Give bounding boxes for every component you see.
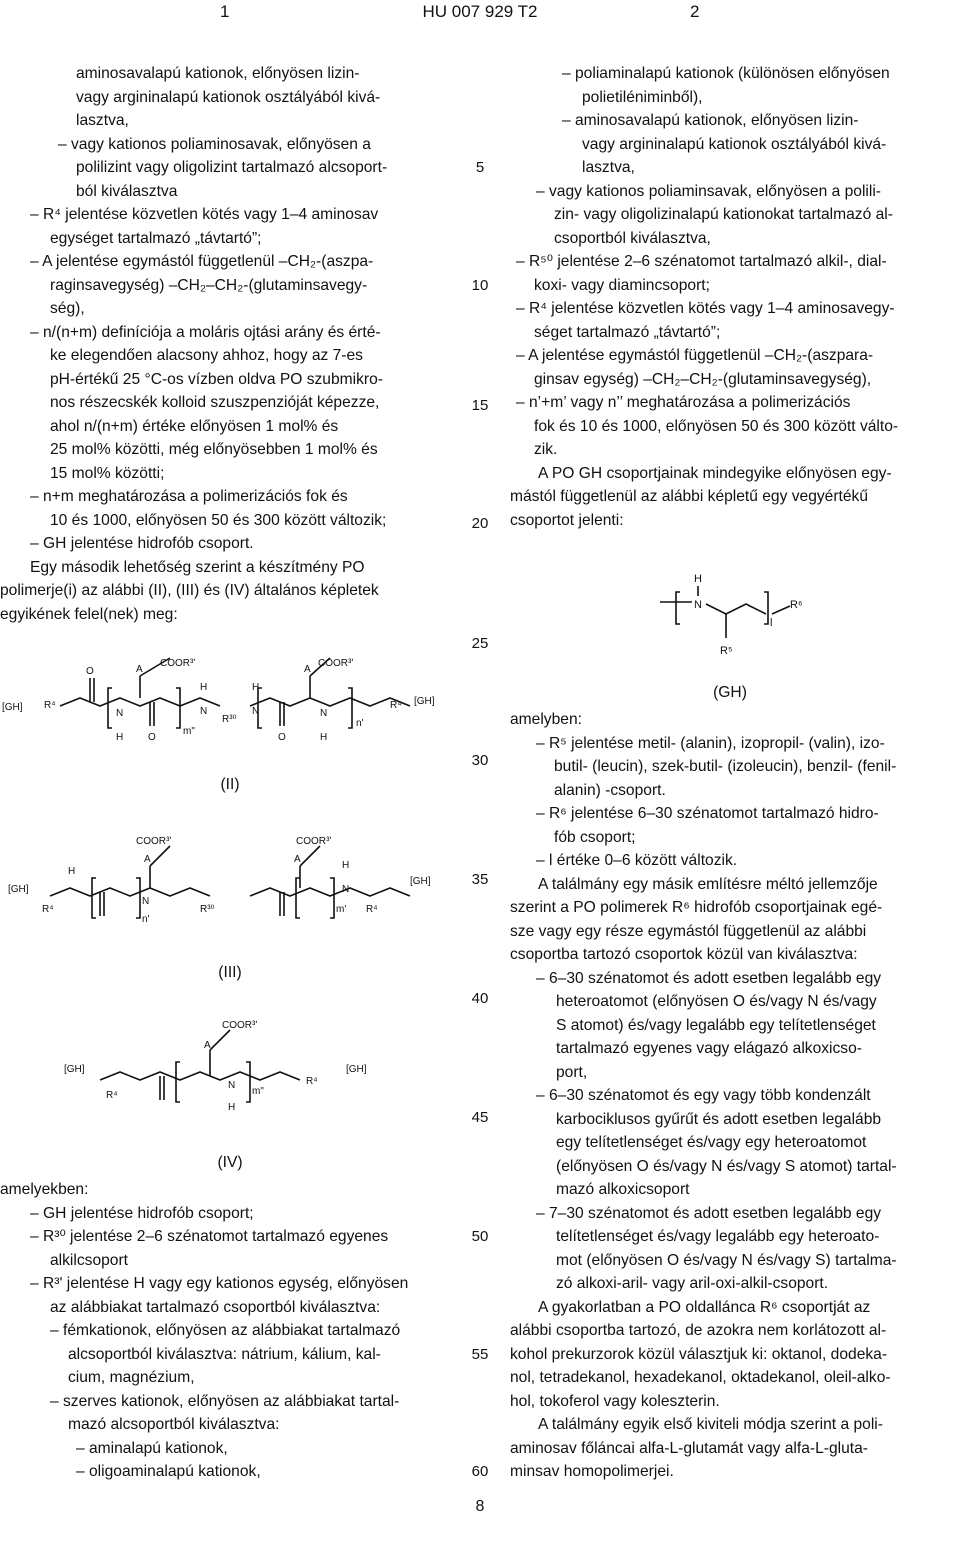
formula-iii-structure <box>0 826 460 936</box>
line-number: 25 <box>471 635 489 652</box>
line-number: 5 <box>475 159 485 176</box>
oxygen-label: O <box>278 732 286 743</box>
text-line: koxi- vagy diamincsoport; <box>534 276 710 294</box>
text-line: – poliaminalapú kationok (különösen előnyösen <box>562 65 890 82</box>
gh-structure <box>640 564 820 664</box>
text-line: alanin) -csoport. <box>554 781 666 799</box>
formula-ii-label: (II) <box>220 776 240 793</box>
text-line: 25 mol% közötti, még előnyösebben 1 mol% és <box>50 441 378 458</box>
text-line: – aminalapú kationok, <box>76 1439 228 1457</box>
text-line: fób csoport; <box>554 828 636 846</box>
a-label: A <box>294 854 301 865</box>
text-line: karbociklusos gyűrűt és adott esetben legalább <box>556 1110 882 1128</box>
r4-label: R⁴ <box>44 700 56 711</box>
right-column-definitions <box>510 708 960 1484</box>
a-label: A <box>144 854 151 865</box>
text-line: pH-értékű 25 °C-os vízben oldva PO szubmikro- <box>50 370 383 388</box>
text-line: 15 mol% közötti; <box>50 464 165 482</box>
text-line: polietiléniminből), <box>582 88 703 106</box>
text-line: ke elegendően alacsony ahhoz, hogy az 7-es <box>50 347 363 364</box>
text-line: – l értéke 0–6 között változik. <box>536 852 738 869</box>
r30-label: R³⁰ <box>200 904 215 915</box>
text-line: butil- (leucin), szek-butil- (izoleucin), benzil- (fenil- <box>554 758 897 775</box>
formula-iii-label: (III) <box>218 964 242 981</box>
a-label: A <box>204 1040 211 1051</box>
text-line: egy telítetlenséget és/vagy egy heteroatomot <box>556 1134 867 1151</box>
text-line: telítetlenséget és/vagy legalább egy heteroato- <box>556 1228 880 1245</box>
text-line: lasztva, <box>582 159 635 176</box>
text-line: nol, tetradekanol, hexadekanol, oktadekanol, oleil-alko- <box>510 1369 891 1386</box>
text-line: – R⁴ jelentése közvetlen kötés vagy 1–4 aminosav <box>30 206 379 223</box>
line-number: 30 <box>471 752 489 769</box>
text-line: heteroatomot (előnyösen O és/vagy N és/vagy <box>556 993 877 1010</box>
formula-gh-label: (GH) <box>713 684 747 701</box>
text-line: – A jelentése egymástól függetlenül –CH₂-(aszpara- <box>516 347 874 364</box>
right-column <box>510 62 960 532</box>
gh-label: [GH] <box>346 1064 367 1075</box>
page-number: 8 <box>475 1498 485 1515</box>
text-line: – GH jelentése hidrofób csoport; <box>30 1204 254 1222</box>
text-line: hol, tokoferol vagy koleszterin. <box>510 1392 720 1410</box>
text-line: alábbi csoportba tartozó, de azokra nem korlátozott al- <box>510 1322 887 1339</box>
oxygen-label: O <box>148 732 156 743</box>
coor-label: COOR³ʹ <box>136 836 172 847</box>
a-label: A <box>136 664 143 675</box>
text-line: zin- vagy oligolizinalapú kationokat tartalmazó al- <box>554 206 893 223</box>
nitrogen-label: N <box>116 708 124 719</box>
nitrogen-label: N <box>320 708 328 719</box>
text-line: amelyekben: <box>0 1181 89 1198</box>
hydrogen-label: H <box>694 573 702 585</box>
nitrogen-label: N <box>694 599 702 611</box>
formula-ii-structure <box>0 648 460 758</box>
text-line: – R³ʹ jelentése H vagy egy kationos egység, előnyösen <box>30 1275 409 1292</box>
r4-label: R⁴ <box>390 700 402 711</box>
text-line: – fémkationok, előnyösen az alábbiakat tartalmazó <box>50 1322 401 1339</box>
text-line: csoportból kiválasztva, <box>554 229 711 247</box>
text-line: kohol prekurzorok közül választjuk ki: oktanol, dodeka- <box>510 1345 888 1363</box>
gh-label: [GH] <box>64 1064 85 1075</box>
hydrogen-label: H <box>252 682 260 693</box>
text-line: vagy argininalapú kationok osztályából kivá- <box>76 88 381 106</box>
m-index-label: n' <box>142 914 150 925</box>
gh-label: [GH] <box>410 876 431 887</box>
text-line: – R⁴ jelentése közvetlen kötés vagy 1–4 aminosavegy- <box>516 300 895 317</box>
text-line: alcsoportból kiválasztva: nátrium, kálium, kal- <box>68 1345 381 1363</box>
nitrogen-label: N <box>252 706 260 717</box>
text-line: – R⁵⁰ jelentése 2–6 szénatomot tartalmazó alkil-, dial- <box>516 253 887 270</box>
text-line: minsav homopolimerjei. <box>510 1463 674 1480</box>
text-line: A PO GH csoportjainak mindegyike előnyösen egy- <box>538 464 892 482</box>
text-line: Egy második lehetőség szerint a készítmény PO <box>30 558 365 576</box>
text-line: – GH jelentése hidrofób csoport. <box>30 535 254 552</box>
text-line: polimerje(i) az alábbi (II), (III) és (IV) általános képletek <box>0 582 379 599</box>
text-line: mazó alcsoportból kiválasztva: <box>68 1416 280 1433</box>
line-number: 55 <box>471 1346 489 1363</box>
r4-label: R⁴ <box>106 1090 118 1101</box>
text-line: ból kiválasztva <box>76 182 178 200</box>
text-line: – R³⁰ jelentése 2–6 szénatomot tartalmazó egyenes <box>30 1228 389 1245</box>
nitrogen-label: N <box>228 1080 236 1091</box>
text-line: – A jelentése egymástól függetlenül –CH₂-(aszpa- <box>30 253 374 270</box>
text-line: lasztva, <box>76 112 129 129</box>
header-right-number: 2 <box>690 2 700 21</box>
text-line: A gyakorlatban a PO oldallánca R⁶ csoportját az <box>538 1298 871 1316</box>
coor-label: COOR³ʹ <box>222 1020 258 1031</box>
r4-label: R⁴ <box>306 1076 318 1087</box>
text-line: polilizint vagy oligolizint tartalmazó alcsoport- <box>76 159 388 176</box>
hydrogen-label: H <box>342 860 350 871</box>
r5-label: R⁵ <box>720 645 733 657</box>
text-line: port, <box>556 1063 588 1081</box>
text-line: ség), <box>50 300 85 317</box>
text-line: – vagy kationos poliaminosavak, előnyösen a <box>58 135 371 153</box>
text-line: séget tartalmazó „távtartó”; <box>534 323 721 341</box>
text-line: csoportba tartozó csoportok közül van kiválasztva: <box>510 946 858 963</box>
hydrogen-label: H <box>68 866 76 877</box>
l-index-label: l <box>770 617 773 629</box>
text-line: zik. <box>534 441 558 458</box>
r6-label: R⁶ <box>790 599 803 611</box>
text-line: vagy argininalapú kationok osztályából kivá- <box>582 135 887 153</box>
text-line: egységet tartalmazó „távtartó”; <box>50 229 262 247</box>
text-line: csoportot jelenti: <box>510 511 624 529</box>
r4-label: R⁴ <box>366 904 378 915</box>
gh-label: [GH] <box>2 702 23 713</box>
text-line: szerint a PO polimerek R⁶ hidrofób csoportjainak egé- <box>510 899 883 916</box>
line-number: 40 <box>471 990 489 1007</box>
text-line: – 6–30 szénatomot és adott esetben legalább egy <box>536 969 882 987</box>
line-number: 35 <box>471 871 489 888</box>
text-line: tartalmazó egyenes vagy elágazó alkoxicso- <box>556 1040 862 1057</box>
text-line: – oligoaminalapú kationok, <box>76 1463 261 1480</box>
text-line: – R⁵ jelentése metil- (alanin), izopropil- (valin), izo- <box>536 734 885 752</box>
hydrogen-label: H <box>200 682 208 693</box>
a-label: A <box>304 664 311 675</box>
line-number: 20 <box>471 515 489 532</box>
text-line: A találmány egyik első kiviteli módja szerint a poli- <box>538 1416 883 1433</box>
nitrogen-label: N <box>342 884 350 895</box>
n-index-label: n' <box>356 718 364 729</box>
line-number: 10 <box>471 277 489 294</box>
nitrogen-label: N <box>142 896 150 907</box>
text-line: – n+m meghatározása a polimerizációs fok és <box>30 488 348 505</box>
text-line: – n/(n+m) definíciója a moláris ojtási arány és érté- <box>30 323 381 341</box>
text-line: nos részecskék kolloid szuszpenzióját képezze, <box>50 394 380 411</box>
formula-iv-structure <box>0 1010 460 1120</box>
text-line: – 6–30 szénatomot és egy vagy több kondenzált <box>536 1087 871 1104</box>
r30-label: R³⁰ <box>222 714 237 725</box>
coor-label: COOR³ʹ <box>296 836 332 847</box>
hydrogen-label: H <box>116 732 124 743</box>
text-line: ahol n/(n+m) értéke előnyösen 1 mol% és <box>50 417 339 435</box>
text-line: amelyben: <box>510 711 582 728</box>
line-number: 45 <box>471 1109 489 1126</box>
text-line: S atomot) és/vagy legalább egy telítetlenséget <box>556 1016 876 1034</box>
hydrogen-label: H <box>320 732 328 743</box>
text-line: egyikének felel(nek) meg: <box>0 605 178 623</box>
text-line: raginsavegység) –CH₂–CH₂-(glutaminsavegy- <box>50 276 368 294</box>
line-number: 15 <box>471 397 489 414</box>
left-column-definitions <box>0 1178 450 1484</box>
formula-iv-label: (IV) <box>217 1154 243 1171</box>
text-line: mazó alkoxicsoport <box>556 1181 690 1198</box>
text-line: az alábbiakat tartalmazó csoportból kiválasztva: <box>50 1298 381 1316</box>
text-line: ginsav egység) –CH₂–CH₂-(glutaminsavegység), <box>534 370 872 388</box>
text-line: – aminosavalapú kationok, előnyösen lizin- <box>562 112 859 129</box>
m-index-label: m' <box>336 904 347 915</box>
line-number: 50 <box>471 1228 489 1245</box>
coor-label: COOR³ʹ <box>160 658 196 669</box>
text-line: alkilcsoport <box>50 1251 128 1269</box>
text-line: mot (előnyösen O és/vagy N és/vagy S) tartalma- <box>556 1251 897 1269</box>
header-left-number: 1 <box>220 2 230 21</box>
m-index-label: m" <box>183 726 195 737</box>
text-line: – vagy kationos poliaminsavak, előnyösen a polili- <box>536 182 881 200</box>
text-line: aminosav főláncai alfa-L-glutamát vagy alfa-L-gluta- <box>510 1439 868 1457</box>
left-column <box>0 62 450 626</box>
text-line: fok és 10 és 1000, előnyösen 50 és 300 között válto- <box>534 417 899 435</box>
n-index-label: m" <box>252 1086 264 1097</box>
text-line: sze vagy egy része egymástól függetlenül az alábbi <box>510 922 867 940</box>
hydrogen-label: H <box>228 1102 236 1113</box>
nitrogen-label: N <box>200 706 208 717</box>
text-line: zó alkoxi-aril- vagy aril-oxi-alkil-csoport. <box>556 1275 829 1292</box>
text-line: mástól függetlenül az alábbi képletű egy vegyértékű <box>510 488 869 505</box>
r4-label: R⁴ <box>42 904 54 915</box>
text-line: 10 és 1000, előnyösen 50 és 300 között változik; <box>50 511 387 529</box>
text-line: aminosavalapú kationok, előnyösen lizin- <box>76 65 360 82</box>
text-line: A találmány egy másik említésre méltó jellemzője <box>538 875 878 893</box>
text-line: – R⁶ jelentése 6–30 szénatomot tartalmazó hidro- <box>536 805 879 822</box>
gh-label: [GH] <box>414 696 435 707</box>
oxygen-label: O <box>86 666 94 677</box>
gh-label: [GH] <box>8 884 29 895</box>
text-line: – szerves kationok, előnyösen az alábbiakat tartal- <box>50 1392 400 1410</box>
line-number: 60 <box>471 1463 489 1480</box>
text-line: – n’+m’ vagy n’’ meghatározása a polimerizációs <box>516 394 851 411</box>
header-patent-number: HU 007 929 T2 <box>422 2 538 21</box>
text-line: cium, magnézium, <box>68 1369 195 1386</box>
text-line: – 7–30 szénatomot és adott esetben legalább egy <box>536 1204 882 1222</box>
coor-label: COOR³ʹ <box>318 658 354 669</box>
text-line: (előnyösen O és/vagy N és/vagy S atomot) tartal- <box>556 1157 897 1175</box>
